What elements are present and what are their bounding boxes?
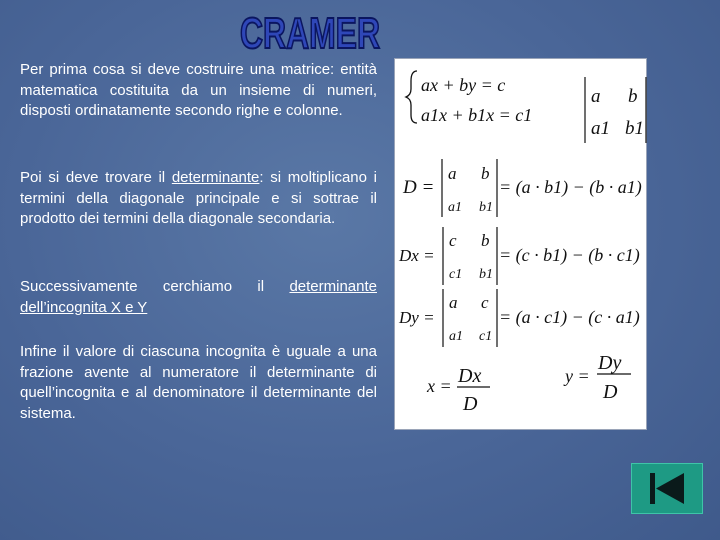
matrix-a: a xyxy=(591,86,601,107)
matrix-b1: b1 xyxy=(625,118,644,139)
D-b1: b1 xyxy=(479,200,493,215)
Dy-expression: = (a · c1) − (c · a1) xyxy=(499,307,640,327)
Dx-label: Dx = xyxy=(399,246,435,265)
unknowns-determinant-link[interactable]: determinante dell’incognita X e Y xyxy=(20,278,377,316)
x-label: x = xyxy=(427,376,452,396)
Dy-a: a xyxy=(449,293,458,312)
D-label: D = xyxy=(403,177,435,198)
Dy-c1: c1 xyxy=(479,329,493,344)
paragraph-fraction: Infine il valore di ciascuna incognita è uguale a una frazione avente al numeratore il determinante di quell’incognita e al denominatore il determinante del sistema. xyxy=(20,343,377,422)
y-label: y = xyxy=(565,366,590,386)
Dx-expression: = (c · b1) − (b · c1) xyxy=(499,245,640,265)
x-denominator: D xyxy=(463,393,478,415)
y-denominator: D xyxy=(603,381,618,403)
D-a1: a1 xyxy=(448,200,462,215)
system-brace xyxy=(406,71,417,123)
paragraph-determinant xyxy=(20,168,377,230)
Dx-c1: c1 xyxy=(449,267,463,282)
D-b: b xyxy=(481,164,490,183)
Dy-a1: a1 xyxy=(449,329,463,344)
paragraph-text: Poi si deve trovare il xyxy=(20,169,172,186)
Dx-b: b xyxy=(481,231,490,250)
matrix-b: b xyxy=(628,86,638,107)
formula-panel xyxy=(394,58,647,430)
D-a: a xyxy=(448,164,457,183)
slide-title xyxy=(236,8,384,56)
matrix-a1: a1 xyxy=(591,118,610,139)
Dy-label: Dy = xyxy=(399,308,435,327)
Dx-c: c xyxy=(449,231,457,250)
system-eq2: a1x + b1x = c1 xyxy=(421,105,533,125)
paragraph-text: Successivamente cerchiamo il xyxy=(20,278,290,295)
D-expression: = (a · b1) − (b · a1) xyxy=(499,177,642,197)
system-eq1: ax + by = c xyxy=(421,75,506,95)
y-numerator: Dy xyxy=(598,352,622,374)
Dx-b1: b1 xyxy=(479,267,493,282)
skip-to-first-icon xyxy=(632,464,702,513)
paragraph-text: : si moltiplicano i termini della diagonale principale e si sottrae il prodotto dei termini della diagonale secondaria. xyxy=(20,169,377,227)
first-slide-button[interactable] xyxy=(631,463,703,514)
formula-svg xyxy=(395,59,646,429)
slide-title-text: CRAMER xyxy=(240,9,380,58)
paragraph-matrix: Per prima cosa si deve costruire una matrice: entità matematica costituita da un insieme di numeri, disposti ordinatamente secondo righe e colonne. xyxy=(20,61,377,119)
determinant-link[interactable]: determinante xyxy=(171,169,260,186)
x-numerator: Dx xyxy=(458,365,482,387)
Dy-c: c xyxy=(481,293,489,312)
paragraph-unknowns xyxy=(20,277,377,318)
